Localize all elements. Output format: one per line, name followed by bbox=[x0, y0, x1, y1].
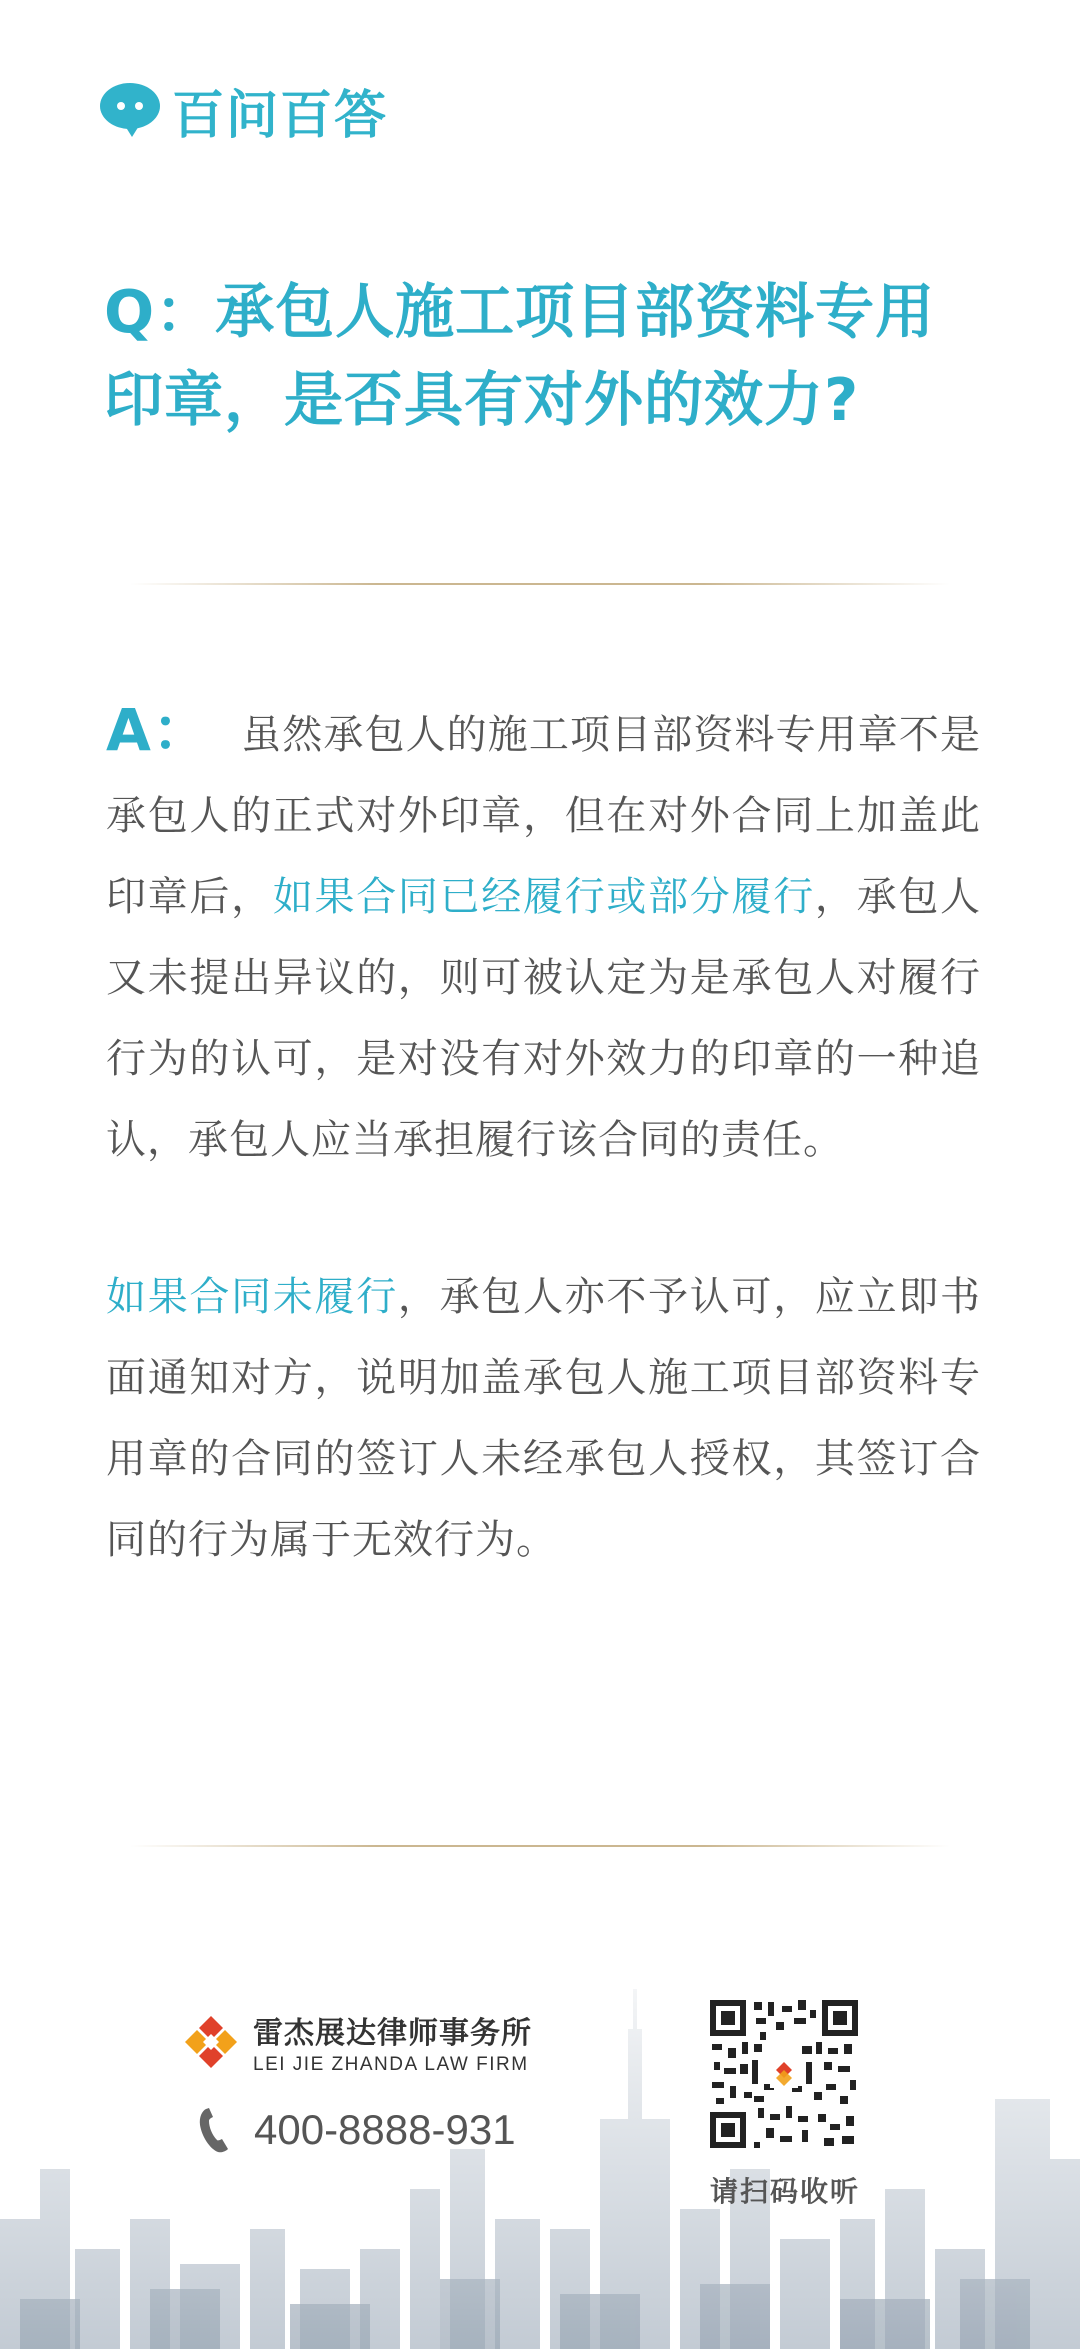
answer-highlight-1: 如果合同已经履行或部分履行 bbox=[272, 874, 815, 920]
divider-top bbox=[130, 583, 950, 585]
firm-name-cn: 雷杰展达律师事务所 bbox=[253, 2016, 532, 2051]
chat-bubble-icon bbox=[100, 83, 160, 137]
answer-text-2: ，承包人亦不予认可，应立即书面通知对方，说明加盖承包人施工项目部资料专用章的合同的签订人未经承包人授权，其签订合同的行为属于无效行为。 bbox=[106, 1274, 982, 1563]
city-skyline-image bbox=[0, 1919, 1080, 2349]
answer-highlight-2: 如果合同未履行 bbox=[106, 1274, 398, 1320]
brand-header bbox=[100, 80, 389, 146]
firm-logo bbox=[183, 2008, 532, 2076]
qr-caption: 请扫码收听 bbox=[709, 2175, 860, 2208]
phone-number: 400-8888-931 bbox=[254, 2106, 516, 2153]
question-title: Q：承包人施工项目部资料专用印章，是否具有对外的效力? bbox=[104, 277, 936, 434]
firm-name-en: LEI JIE ZHANDA LAW FIRM bbox=[253, 2054, 529, 2075]
answer-paragraph-2 bbox=[106, 1257, 981, 1581]
answer-label: A： bbox=[106, 696, 212, 764]
brand-name: 百问百答 bbox=[172, 85, 389, 146]
answer-paragraph-1 bbox=[106, 690, 981, 1181]
answer-text-1a: 虽然承包人的施工项目部资料专用章不是承包人的正式对外印章，但在对外合同上加盖此印章后， bbox=[106, 712, 982, 920]
firm-logo-icon bbox=[183, 2014, 239, 2070]
phone-icon bbox=[196, 2105, 236, 2155]
divider-bottom bbox=[130, 1845, 950, 1847]
qr-code-image[interactable] bbox=[706, 1996, 862, 2152]
phone-contact[interactable] bbox=[196, 2105, 516, 2155]
answer-text-1b: ，承包人又未提出异议的，则可被认定为是承包人对履行行为的认可，是对没有对外效力的印章的一种追认，承包人应当承担履行该合同的责任。 bbox=[106, 874, 982, 1163]
